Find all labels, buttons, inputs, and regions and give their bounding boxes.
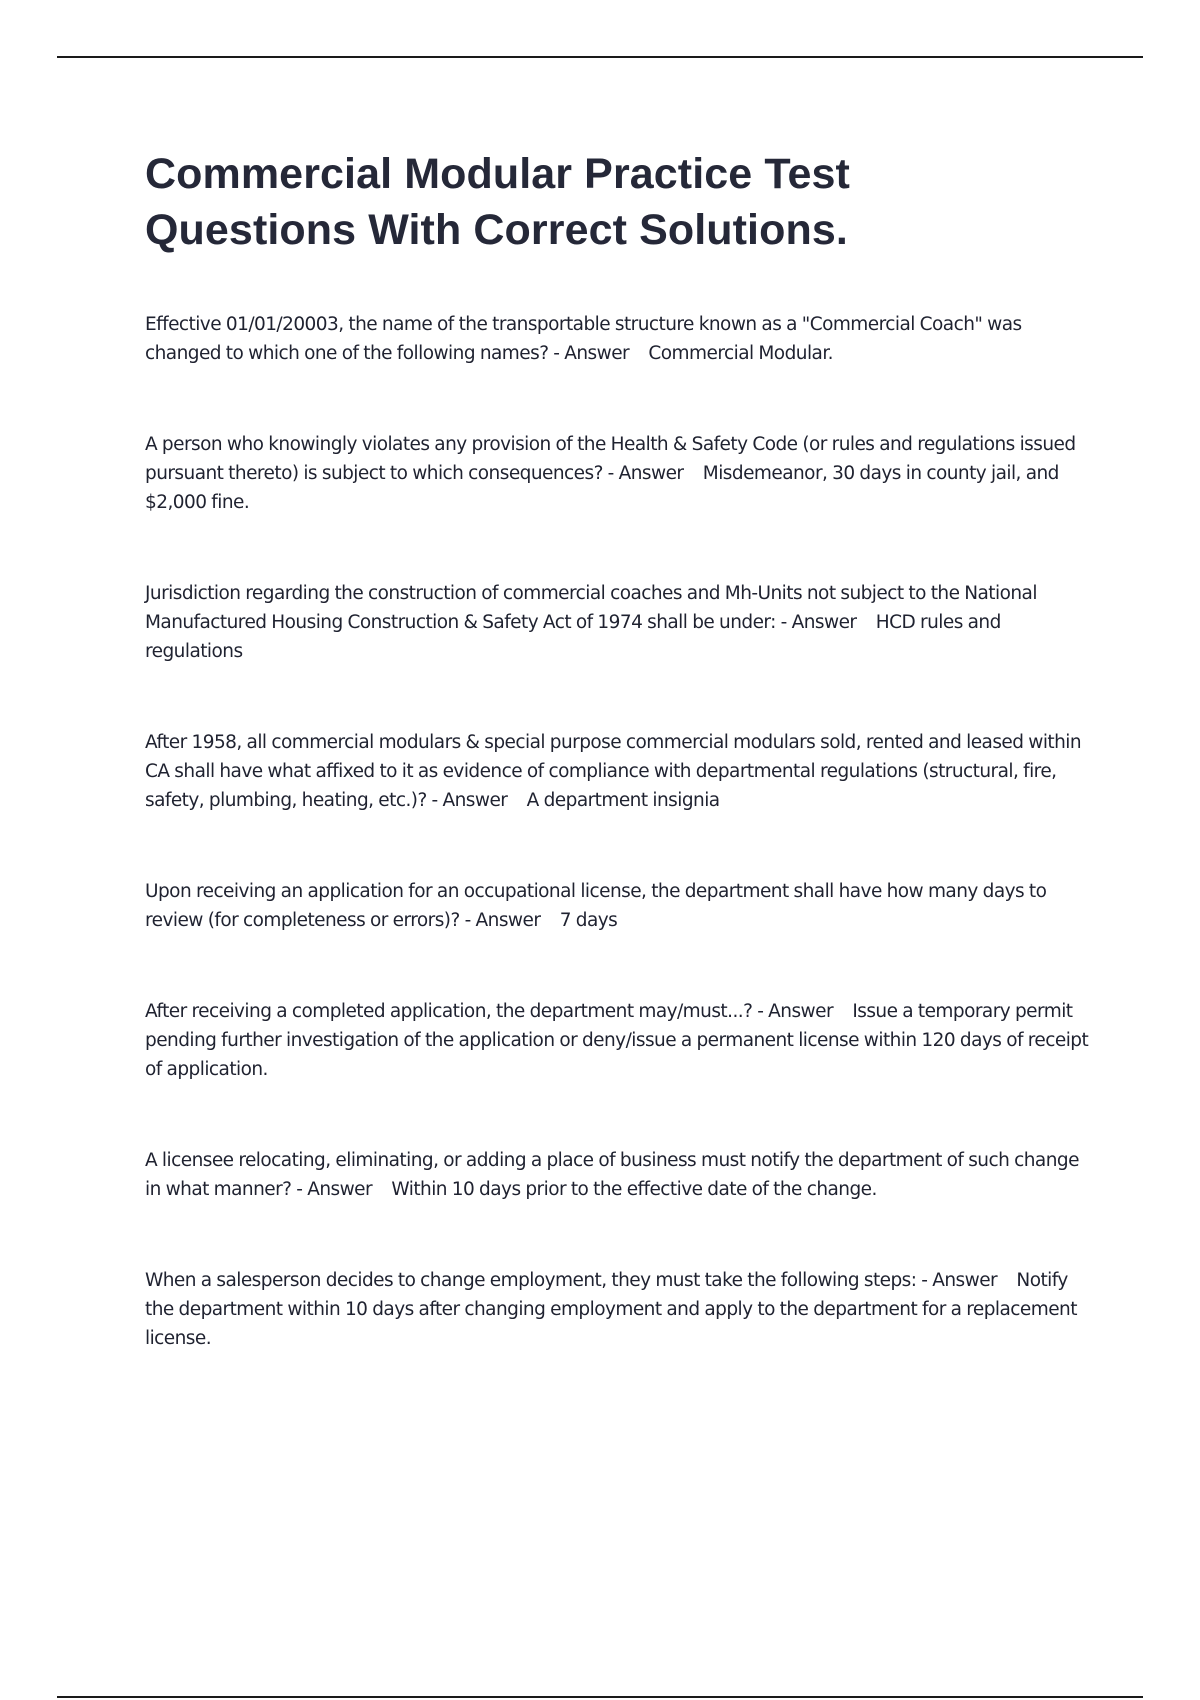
- answer-text: Issue a temporary permit pending further investigation of the application or deny/issue a permanent license within 120 days of receipt of application.: [145, 1001, 1089, 1080]
- answer-marker: - Answer: [426, 790, 527, 811]
- question-text: Effective 01/01/20003, the name of the transportable structure known as a "Commercial Coach" was changed to which one of the following names?: [145, 314, 1022, 364]
- answer-marker: - Answer: [752, 1001, 853, 1022]
- qa-list: [145, 310, 1090, 1353]
- answer-marker: - Answer: [775, 612, 876, 633]
- question-text: A person who knowingly violates any provision of the Health & Safety Code (or rules and regulations issued pursuant thereto) is subject to which consequences?: [145, 434, 1076, 484]
- qa-item: [145, 1146, 1090, 1204]
- question-text: Jurisdiction regarding the construction of commercial coaches and Mh-Units not subject to the National Manufactured Housing Construction & Safety Act of 1974 shall be under:: [145, 583, 1037, 633]
- question-text: A licensee relocating, eliminating, or adding a place of business must notify the department of such change in what manner?: [145, 1150, 1079, 1200]
- answer-text: Within 10 days prior to the effective date of the change.: [391, 1179, 877, 1200]
- document-title: [145, 146, 1090, 258]
- title-line-1: Commercial Modular Practice Test: [145, 150, 850, 198]
- answer-marker: - Answer: [602, 463, 703, 484]
- answer-text: Misdemeanor, 30 days in county jail, and $2,000 fine.: [145, 463, 1059, 513]
- question-text: Upon receiving an application for an occupational license, the department shall have how many days to review (for completeness or errors)?: [145, 881, 1047, 931]
- answer-marker: - Answer: [459, 910, 560, 931]
- answer-marker: - Answer: [291, 1179, 392, 1200]
- answer-text: Notify the department within 10 days after changing employment and apply to the department for a replacement license.: [145, 1270, 1077, 1349]
- answer-text: A department insignia: [526, 790, 720, 811]
- qa-item: [145, 310, 1090, 368]
- top-rule: [57, 56, 1143, 58]
- qa-item: [145, 579, 1090, 666]
- answer-marker: - Answer: [916, 1270, 1017, 1291]
- qa-item: [145, 430, 1090, 517]
- question-text: After 1958, all commercial modulars & special purpose commercial modulars sold, rented and leased within CA shall have what affixed to it as evidence of compliance with departmental regulations (structural, fire, safety, plumbing, heating, etc.)?: [145, 732, 1082, 811]
- answer-text: HCD rules and regulations: [145, 612, 1001, 662]
- question-text: After receiving a completed application, the department may/must...?: [145, 1001, 753, 1022]
- answer-marker: - Answer: [548, 343, 649, 364]
- qa-item: [145, 997, 1090, 1084]
- title-line-2: Questions With Correct Solutions.: [145, 206, 848, 254]
- qa-item: [145, 1266, 1090, 1353]
- bottom-rule: [57, 1696, 1143, 1698]
- qa-item: [145, 877, 1090, 935]
- answer-text: 7 days: [559, 910, 618, 931]
- document-body: [145, 146, 1090, 1415]
- answer-text: Commercial Modular.: [648, 343, 834, 364]
- qa-item: [145, 728, 1090, 815]
- question-text: When a salesperson decides to change employment, they must take the following steps:: [145, 1270, 917, 1291]
